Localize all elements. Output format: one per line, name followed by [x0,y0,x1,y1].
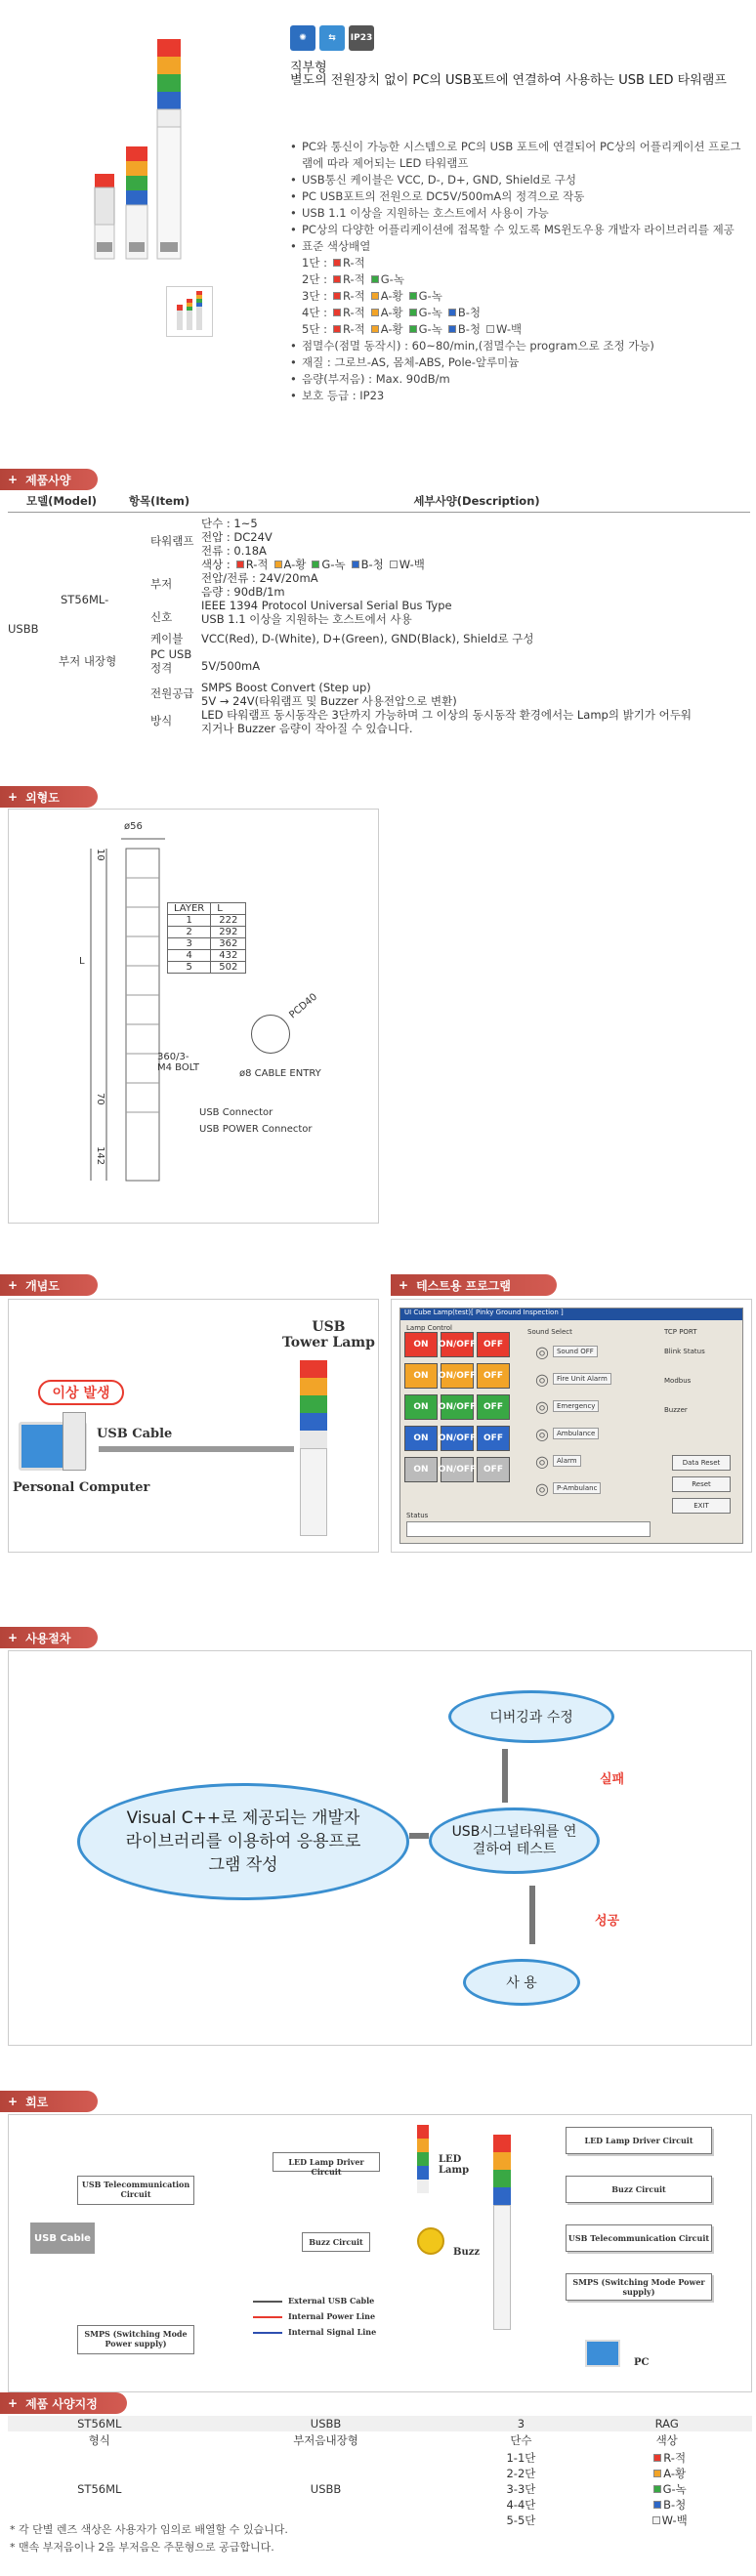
circuit-diagram [8,2114,752,2392]
color-name: R-적 [342,322,365,336]
color-swatch [409,309,417,316]
feature-item: • PC와 통신이 가능한 시스템으로 PC의 USB 포트에 연결되어 PC상의 어플리케이션 프로그램에 따라 제어되는 LED 타워램프 [290,139,749,172]
order-cell: 단수 [510,2433,532,2447]
color-row-label: 1단 : [302,256,327,270]
sound-label: Sound OFF [553,1346,598,1357]
color-swatch [653,2501,661,2509]
speaker-icon: ◎ [535,1451,549,1471]
color-line [201,558,425,571]
section-title: 제품사양 [25,473,71,487]
layer-cell: 362 [211,938,246,950]
lamp-onoff-button[interactable]: ON/OFF [441,1363,474,1389]
right-options [664,1348,705,1435]
lamp-onoff-button[interactable]: ON/OFF [441,1394,474,1420]
dim-diameter: ø56 [124,821,143,832]
order-row-values [8,2449,752,2529]
color-item [581,2513,752,2528]
legend-item [253,2324,376,2340]
feature-item: • 재질 : 그로브-AS, 몸체-ABS, Pole-알루미늄 [290,354,749,371]
lamp-onoff-button[interactable]: ON/OFF [441,1332,474,1357]
color-row [302,255,749,271]
order-cell: RAG [654,2417,679,2431]
order-row-code [8,2416,752,2431]
cable-entry-label: ø8 CABLE ENTRY [239,1068,321,1079]
legend-label: Internal Signal Line [288,2327,377,2337]
layer-head-row [168,903,246,915]
note-text: 맨속 부저음이나 2음 부저음은 주문형으로 공급합니다. [19,2541,274,2554]
color-item [581,2466,752,2481]
buzzer-desc [201,571,318,599]
color-name: A-황 [380,322,403,336]
color-swatch [448,325,456,333]
dimension-drawing [8,809,379,1224]
usb-icon: ⇆ [319,25,345,51]
layer-table [167,902,246,974]
desc-line: 단수 : 1~5 [201,517,258,530]
buzz-box: Buzz Circuit [302,2232,370,2252]
color-name: R-적 [342,289,365,303]
sound-option[interactable] [535,1447,611,1475]
tier-item: 1-1단 [506,2451,536,2465]
right-circuit-box: LED Lamp Driver Circuit [566,2127,712,2154]
color-swatch [333,292,341,300]
lamp-on-button[interactable]: ON [404,1426,438,1451]
usb-cable-label: USB Cable [97,1427,173,1441]
item-cable: 케이블 [150,632,184,645]
sound-option[interactable] [535,1392,611,1420]
spec-header [8,493,750,513]
layer-row [168,938,246,950]
dim-l: L [79,956,85,967]
legend-item [253,2308,376,2324]
right-circuit-box: USB Telecommunication Circuit [566,2224,712,2252]
legend-line [253,2301,282,2303]
color-name: A-황 [663,2467,687,2480]
color-item [581,2481,752,2497]
col-model: 모델(Model) [25,494,98,508]
color-name: A-황 [283,558,307,571]
legend-line [253,2332,282,2334]
telecom-box: USB Telecommunication Circuit [77,2176,194,2205]
item-lamp: 타워램프 [150,534,194,548]
feature-list [290,139,749,404]
layer-cell: 432 [211,950,246,962]
layer-head-cell: LAYER [168,903,211,915]
rating-label: 정격 [150,661,173,675]
lamp-on-button[interactable]: ON [404,1394,438,1420]
model-name: ST56ML- [61,593,109,606]
lamp-control-row [404,1332,510,1357]
lamp-control-row [404,1363,510,1389]
base-plate [251,1015,290,1054]
smps-box: SMPS (Switching Mode Power supply) [77,2325,194,2354]
section-spec: + 제품사양 [0,469,98,490]
tier-item: 5-5단 [506,2514,536,2527]
order-table [8,2416,752,2529]
success-label: 성공 [595,1914,620,1929]
lamp-off-button[interactable]: OFF [477,1457,510,1482]
badge-group [290,25,374,51]
circuit-right-boxes [566,2127,712,2322]
tier-item: 4-4단 [506,2498,536,2512]
lamp-onoff-button[interactable]: ON/OFF [441,1457,474,1482]
color-name: A-황 [380,306,403,319]
test-button[interactable]: Reset [672,1476,731,1492]
color-swatch [653,2470,661,2477]
speaker-icon: ◎ [535,1424,549,1443]
feature-item: • 표준 색상배열 [290,238,749,255]
feature-item: • USB통신 케이블은 VCC, D-, D+, GND, Shield로 구성 [290,172,749,188]
color-swatch [409,292,417,300]
bolt-line: M4 BOLT [157,1062,200,1073]
section-procedure: + 사용절차 [0,1627,98,1648]
color-swatch [653,2454,661,2462]
order-cell: 형식 [88,2433,110,2447]
tier-column [461,2449,582,2529]
dim-142: 142 [95,1146,105,1166]
sound-label: Alarm [553,1455,581,1467]
sound-label: Ambulance [553,1428,599,1439]
feature-item: • PC상의 다양한 어플리케이션에 접목할 수 있도록 MS윈도우용 개발자 라이브러리를 제공 [290,222,749,238]
col-desc: 세부사양(Description) [413,494,540,508]
window-title: UI Cube Lamp(test)[ Pinky Ground Inspection ] [400,1309,742,1320]
lamp-control-label: Lamp Control [406,1324,452,1332]
color-name: B-청 [457,322,481,336]
color-name: G-녹 [662,2482,687,2496]
right-circuit-box: Buzz Circuit [566,2176,712,2203]
color-name: B-청 [360,558,384,571]
bolt-label [157,1052,199,1073]
item-rating [150,647,191,675]
section-title: 테스트용 프로그램 [416,1278,511,1293]
lamp-off-button[interactable]: OFF [477,1332,510,1357]
color-column [581,2449,752,2529]
section-title: 사용절차 [25,1631,71,1645]
bolt-line: 360/3- [157,1052,189,1062]
product-image [83,29,269,273]
signal-desc [201,599,452,626]
feature-item: • USB 1.1 이상을 지원하는 호스트에서 사용이 가능 [290,205,749,222]
spec-table [8,493,750,752]
sound-label: Emergency [553,1400,599,1412]
legend-item [253,2293,376,2308]
color-line-label: 색상 : [201,558,231,571]
procedure-diagram [8,1650,752,2046]
sound-option[interactable] [535,1338,611,1365]
lamp-off-button[interactable]: OFF [477,1426,510,1451]
color-name: G-녹 [380,272,404,286]
sound-label: Fire Unit Alarm [553,1373,611,1385]
arrow-to-use [529,1886,535,1944]
color-swatch [312,561,319,568]
lamp-control-rows [404,1332,510,1488]
test-button[interactable]: EXIT [672,1498,731,1514]
color-swatch [371,292,379,300]
product-title: 별도의 전원장치 없이 PC의 USB포트에 연결하여 사용하는 USB LED 타워램프 [290,73,727,88]
color-row-label: 5단 : [302,322,327,336]
sound-option[interactable] [535,1420,611,1447]
feature-item: • 음량(부저음) : Max. 90dB/m [290,371,749,388]
desc-line: LED 타워램프 동시동작은 3단까지 가능하며 그 이상의 동시동작 환경에서는 Lamp의 밝기가 어두워 [201,708,692,722]
legend-label: Internal Power Line [288,2311,376,2321]
desc-line: USB 1.1 이상을 지원하는 호스트에서 사용 [201,612,412,626]
option-label: Blink Status [664,1348,705,1355]
lamp-control-row [404,1394,510,1420]
lamp-control-row [404,1457,510,1482]
right-circuit-box: SMPS (Switching Mode Power supply) [566,2273,712,2301]
item-buzzer: 부저 [150,577,173,591]
speaker-icon: ◎ [535,1478,549,1498]
tier-item: 2-2단 [506,2467,536,2480]
layer-cell: 502 [211,962,246,974]
lamp-desc [201,517,425,571]
product-type: 직부형 [290,61,327,75]
section-title: 개념도 [25,1278,60,1293]
section-title: 제품 사양지정 [25,2396,98,2411]
ip23-badge: IP23 [349,25,374,51]
order-cell: 3 [517,2417,525,2431]
desc-line: 5V → 24V(타워램프 및 Buzzer 사용전압으로 변환) [201,694,457,708]
dim-10: 10 [95,849,105,861]
tower-lamp-title [282,1319,375,1350]
layer-cell: 5 [168,962,211,974]
color-name: R-적 [245,558,269,571]
sound-option[interactable] [535,1475,611,1502]
lamp-onoff-button[interactable]: ON/OFF [441,1426,474,1451]
layer-cell: 2 [168,927,211,938]
desc-line: IEEE 1394 Protocol Universal Serial Bus Type [201,599,452,612]
color-row-label: 4단 : [302,306,327,319]
color-row [302,305,749,321]
feature-item: • PC USB포트의 전원으로 DC5V/500mA의 정격으로 작동 [290,188,749,205]
lamp-on-button[interactable]: ON [404,1363,438,1389]
layer-cell: 1 [168,915,211,927]
color-name: B-청 [663,2498,687,2512]
color-name: A-황 [380,289,403,303]
color-item [581,2450,752,2466]
order-row-label [8,2431,752,2449]
layer-row [168,915,246,927]
speaker-icon: ◎ [535,1369,549,1389]
item-signal: 신호 [150,610,173,624]
color-name: B-청 [457,306,481,319]
color-swatch [371,309,379,316]
tcp-port-label: TCP PORT [664,1328,697,1336]
color-name: G-녹 [321,558,346,571]
lamp-icon: ✺ [290,25,315,51]
lamp-on-button[interactable]: ON [404,1332,438,1357]
use-step: 사 용 [463,1959,580,2006]
option-label: Buzzer [664,1406,688,1414]
item-power [150,686,193,727]
layer-head-cell: L [211,903,246,915]
speaker-icon: ◎ [535,1396,549,1416]
color-swatch [274,561,282,568]
model-usbb: USBB [8,622,39,636]
color-swatch [448,309,456,316]
feature-item: • 점멸수(점멸 동작시) : 60~80/min,(점멸수는 program으로 조정 가능) [290,338,749,354]
desc-line: 전류 : 0.18A [201,544,267,558]
connect-step: USB시그널타워를 연결하여 테스트 [429,1807,600,1874]
rating-desc: 5V/500mA [201,659,261,673]
color-row [302,288,749,305]
feature-item: • 보호 등급 : IP23 [290,388,749,404]
layer-cell: 222 [211,915,246,927]
color-row-label: 2단 : [302,272,327,286]
order-cell: USBB [310,2417,342,2431]
personal-computer-label: Personal Computer [13,1480,150,1495]
color-swatch [409,325,417,333]
layer-cell: 292 [211,927,246,938]
status-field[interactable] [406,1521,651,1537]
section-title: 외형도 [25,790,60,805]
lamp-title-line: Tower Lamp [282,1335,375,1350]
circuit-tower-lamp [493,2135,511,2330]
color-swatch [486,325,494,333]
color-name: W-백 [661,2514,688,2527]
order-usbb: USBB [310,2482,342,2496]
color-swatch [653,2485,661,2493]
color-row [302,321,749,338]
usb-connector-label: USB Connector [199,1107,273,1118]
tower-lamp [300,1360,327,1536]
color-row [302,271,749,288]
color-name: R-적 [342,306,365,319]
order-cell: 색상 [655,2433,678,2447]
alarm-badge: 이상 발생 [38,1380,124,1405]
desc-line: 전압 : DC24V [201,530,273,544]
legend-line [253,2316,282,2318]
desc-line: 지거나 Buzzer 음량이 작아질 수 있습니다. [201,722,413,735]
product-thumbnail[interactable] [166,286,213,337]
color-row-label: 3단 : [302,289,327,303]
pcd-label: PCD40 [287,991,320,1021]
power-label: 방식 [150,714,173,727]
sound-select-label: Sound Select [527,1328,572,1336]
color-swatch [371,275,379,283]
color-name: G-녹 [418,289,442,303]
color-arrangement [290,255,749,338]
order-model: ST56ML [77,2482,122,2496]
color-name: R-적 [663,2451,687,2465]
desc-line: 전압/전류 : 24V/20mA [201,571,318,585]
layer-cell: 4 [168,950,211,962]
test-program [391,1299,752,1553]
library-step: Visual C++로 제공되는 개발자 라이브러리를 이용하여 응용프로그램 작성 [77,1783,409,1900]
led-lamp-icon [417,2125,429,2193]
section-order: + 제품 사양지정 [0,2392,127,2414]
cable-desc: VCC(Red), D-(White), D+(Green), GND(Black), Shield로 구성 [201,632,534,645]
circuit-legend [253,2293,376,2340]
layer-row [168,962,246,974]
color-swatch [333,309,341,316]
order-note: * 각 단별 렌즈 색상은 사용자가 임의로 배열할 수 있습니다. [10,2523,288,2536]
sound-label: P-Ambulanc [553,1482,601,1494]
section-title: 회로 [25,2095,49,2109]
legend-label: External USB Cable [288,2296,375,2306]
desc-line: 음량 : 90dB/1m [201,585,285,599]
sound-option[interactable] [535,1365,611,1392]
pc-icon [585,2340,620,2367]
col-item: 항목(Item) [128,494,190,508]
tier-item: 3-3단 [506,2482,536,2496]
layer-cell: 3 [168,938,211,950]
arrow-to-debug [502,1749,508,1803]
color-swatch [333,325,341,333]
color-item [581,2497,752,2513]
order-cell: 부저음내장형 [293,2433,358,2447]
option-label: Modbus [664,1377,692,1385]
usb-cable-box: USB Cable [30,2223,95,2254]
pc-tower-icon [63,1412,86,1471]
color-swatch [333,259,341,267]
color-swatch [652,2516,660,2524]
status-label: Status [406,1512,429,1519]
test-buttons [672,1455,731,1519]
dim-70: 70 [95,1093,105,1105]
color-name: G-녹 [418,306,442,319]
lamp-off-button[interactable]: OFF [477,1363,510,1389]
color-name: R-적 [342,272,365,286]
section-dimension: + 외형도 [0,786,98,808]
section-test: + 테스트용 프로그램 [391,1274,557,1296]
color-swatch [371,325,379,333]
power-desc [201,681,748,735]
lamp-on-button[interactable]: ON [404,1457,438,1482]
led-lamp-label: LED Lamp [439,2154,470,2176]
lamp-off-button[interactable]: OFF [477,1394,510,1420]
lamp-control-row [404,1426,510,1451]
color-swatch [333,275,341,283]
layer-row [168,950,246,962]
color-swatch [352,561,359,568]
color-name: W-백 [495,322,523,336]
lamp-title-line: USB [312,1319,346,1335]
buzzer-icon [417,2227,444,2255]
layer-row [168,927,246,938]
color-swatch [236,561,244,568]
speaker-icon: ◎ [535,1342,549,1361]
power-label: 전원공급 [150,686,194,700]
section-concept: + 개념도 [0,1274,98,1296]
color-name: R-적 [342,256,365,270]
fail-label: 실패 [600,1772,625,1787]
rating-label: PC USB [150,647,192,661]
pc-label: PC [634,2357,650,2368]
desc-line: SMPS Boost Convert (Step up) [201,681,371,694]
concept-diagram [8,1299,379,1553]
driver-box: LED Lamp Driver Circuit [273,2152,380,2172]
usb-cable-line [99,1446,294,1452]
note-text: 각 단별 렌즈 색상은 사용자가 임의로 배열할 수 있습니다. [19,2523,288,2536]
order-note: * 맨속 부저음이나 2음 부저음은 주문형으로 공급합니다. [10,2541,274,2554]
arrow-to-connect [409,1833,429,1839]
buzzer-type: 부저 내장형 [59,654,117,668]
sound-list [535,1338,611,1502]
color-swatch [390,561,398,568]
color-name: G-녹 [418,322,442,336]
buzz-label: Buzz [453,2247,481,2258]
order-cell: ST56ML [77,2417,122,2431]
test-window [399,1308,743,1544]
section-circuit: + 회로 [0,2091,98,2112]
test-button[interactable]: Data Reset [672,1455,731,1471]
debug-step: 디버깅과 수정 [448,1690,614,1743]
usb-power-label: USB POWER Connector [199,1124,313,1135]
color-name: W-백 [399,558,425,571]
